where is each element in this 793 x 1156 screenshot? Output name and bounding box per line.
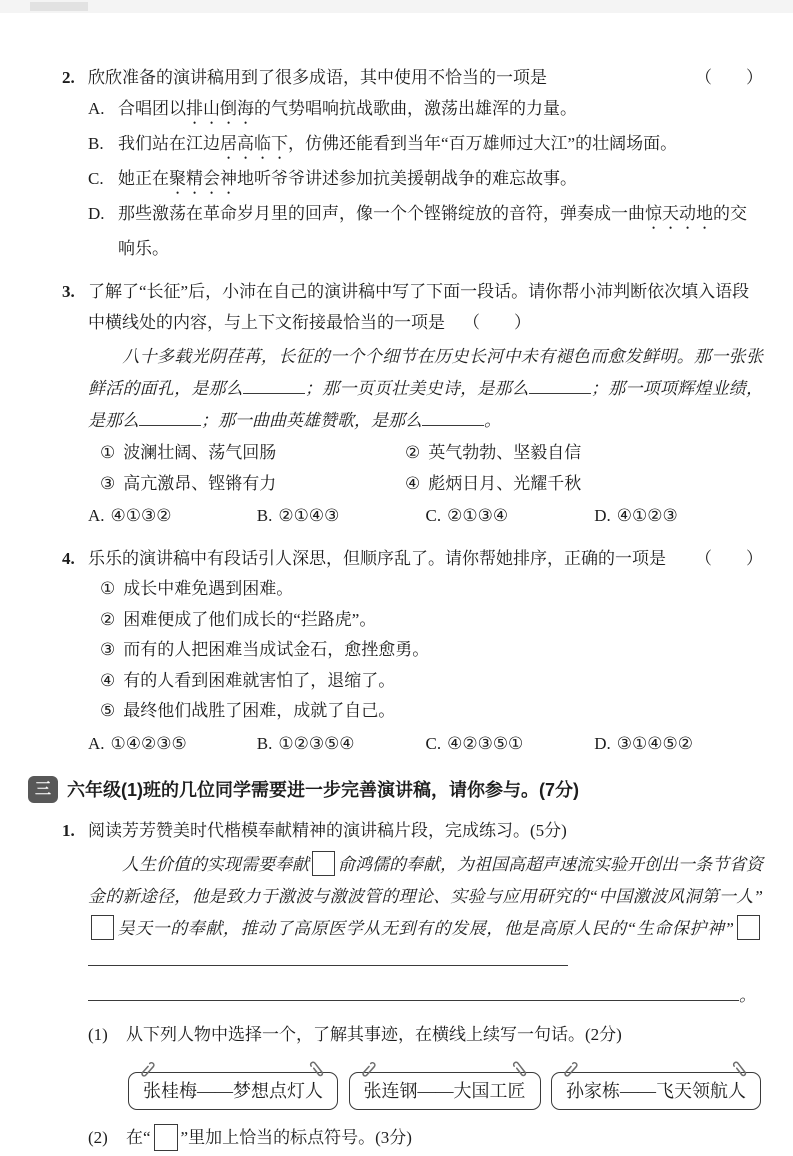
question-4-choices	[88, 728, 763, 759]
scan-smudge	[30, 2, 88, 11]
question-2	[62, 62, 763, 264]
punctuation-box	[737, 915, 760, 940]
scan-top-strip	[0, 0, 793, 13]
choice-d	[594, 728, 763, 759]
section-3-question-1	[62, 815, 763, 1156]
emphasized-idiom: 排山倒海	[186, 99, 254, 118]
fill-in-blank	[139, 409, 201, 426]
option-b	[88, 128, 763, 163]
sub-item-text-pre: 在“	[126, 1127, 151, 1147]
question-number: 4.	[62, 549, 75, 568]
sentence-text: 最终他们战胜了困难，成就了自己。	[123, 701, 396, 720]
option-text-pre: 她正在	[118, 169, 169, 188]
phrase-2	[405, 437, 763, 468]
emphasized-idiom: 居高临下	[220, 134, 288, 153]
choice-a	[88, 728, 257, 759]
question-number: 1.	[62, 820, 75, 840]
option-text-post: 的交响乐。	[118, 204, 747, 258]
passage-segment: 。	[484, 411, 501, 430]
sub-item-label: (2)	[88, 1127, 108, 1147]
continuation-line-2	[88, 979, 763, 1013]
choice-label: C.	[425, 506, 442, 525]
sentence-1	[100, 574, 763, 605]
option-text-pre: 我们站在江边	[118, 134, 220, 153]
circled-number: ①	[100, 443, 116, 462]
circled-number: ②	[404, 443, 421, 462]
question-stem: 阅读芳芳赞美时代楷模奉献精神的演讲稿片段，完成练习。(5分)	[88, 820, 567, 840]
section-number-badge: 三	[28, 776, 58, 803]
choice-label: C.	[425, 733, 442, 753]
speech-passage	[88, 849, 763, 977]
question-number: 3.	[62, 282, 75, 301]
emphasized-idiom: 惊天动地	[645, 204, 713, 223]
question-stem	[88, 276, 763, 338]
sentence-text: 成长中难免遇到困难。	[123, 579, 294, 598]
question-4-stem-row	[62, 543, 763, 574]
sentence-text: 有的人看到困难就害怕了，退缩了。	[123, 670, 396, 690]
choice-sequence: ③①④⑤②	[616, 733, 693, 753]
question-stem: 欣欣准备的演讲稿用到了很多成语，其中使用不恰当的一项是	[88, 68, 547, 87]
paperclip-icon	[558, 1059, 580, 1082]
sentence-5	[100, 696, 763, 727]
option-a	[88, 93, 763, 128]
choice-b	[257, 500, 426, 531]
quoted-passage	[88, 341, 763, 437]
choice-sequence: ④②③⑤①	[447, 733, 524, 753]
option-text-pre: 那些激荡在革命岁月里的回声，像一个个铿锵绽放的音符，弹奏成一曲	[118, 204, 645, 223]
option-text	[118, 163, 763, 198]
circled-number: ⑤	[100, 701, 116, 720]
choice-sequence: ①④②③⑤	[110, 733, 187, 753]
sentence-4	[100, 666, 763, 697]
person-tag-text: 张桂梅——梦想点灯人	[143, 1080, 323, 1101]
paperclip-icon	[135, 1059, 157, 1082]
circled-number: ③	[100, 474, 116, 493]
person-tag-text: 孙家栋——飞天领航人	[566, 1080, 746, 1101]
section-title: 六年级(1)班的几位同学需要进一步完善演讲稿，请你参与。(7分)	[67, 779, 579, 800]
paperclip-icon	[509, 1058, 531, 1081]
person-tag-text: 张连钢——大国工匠	[363, 1080, 526, 1101]
person-tag-1	[128, 1072, 338, 1110]
option-text	[118, 93, 763, 128]
choice-a	[88, 500, 257, 531]
passage-segment: 人生价值的实现需要奉献	[122, 854, 309, 874]
choice-d	[594, 500, 763, 531]
choice-c	[426, 728, 595, 759]
question-3-stem-row	[62, 276, 763, 338]
choice-c	[426, 500, 595, 531]
passage-segment: ；那一曲曲英雄赞歌，是那么	[201, 411, 422, 430]
passage-segment: 八十多载光阴荏苒，长征的一个个细节在历史长河中未有褪色而愈发鲜明。那一张张鲜活的面孔，是那么	[88, 347, 763, 398]
option-text-post: 地听爷爷讲述参加抗美援朝战争的难忘故事。	[237, 169, 577, 188]
option-text-post: ，仿佛还能看到当年“百万雄师过大江”的壮阔场面。	[288, 134, 678, 153]
choice-sequence: ④①②③	[616, 506, 678, 525]
choice-sequence: ②①④③	[278, 506, 340, 525]
sentence-list	[88, 574, 763, 727]
question-3	[62, 276, 763, 531]
continuation-blank-line	[88, 982, 739, 1001]
answer-bracket: （ ）	[695, 68, 763, 87]
circled-number: ④	[404, 474, 421, 493]
sub-item-1	[88, 1019, 763, 1050]
paperclip-icon	[356, 1059, 378, 1082]
circled-number: ①	[100, 579, 116, 598]
fill-in-blank	[243, 377, 305, 394]
question-3-body	[62, 341, 763, 531]
question-3-choices	[88, 500, 763, 531]
choice-sequence: ②①③④	[447, 506, 509, 525]
question-4	[62, 543, 763, 759]
choice-sequence: ④①③②	[110, 506, 172, 525]
phrase-3	[100, 468, 405, 499]
passage-segment: 吴天一的奉献，推动了高原医学从无到有的发展，他是高原人民的“生命保护神”	[117, 918, 734, 938]
continuation-blank-line	[88, 949, 568, 966]
stem-text: 了解了“长征”后，小沛在自己的演讲稿中写了下面一段话。请你帮小沛判断依次填入语段中横线处的内容，与上下文衔接最恰当的一项是	[88, 282, 750, 332]
phrase-text: 英气勃勃、坚毅自信	[428, 443, 582, 462]
fill-in-blank	[422, 409, 484, 426]
option-c	[88, 163, 763, 198]
sub-item-text: 从下列人物中选择一个，了解其事迹，在横线上续写一句话。(2分)	[126, 1024, 622, 1044]
speech-passage-block	[62, 849, 763, 1156]
question-stem: 乐乐的演讲稿中有段话引人深思，但顺序乱了。请你帮她排序，正确的一项是	[88, 549, 666, 568]
option-label: D.	[88, 204, 105, 223]
sub-item-text-post: ”里加上恰当的标点符号。(3分)	[180, 1127, 412, 1147]
punctuation-box	[312, 851, 335, 876]
phrase-text: 彪炳日月、光耀千秋	[428, 474, 582, 493]
choice-label: D.	[594, 733, 611, 753]
person-tag-2	[349, 1072, 541, 1110]
choice-b	[257, 728, 426, 759]
passage-segment: ；那一页页壮美史诗，是那么	[305, 379, 529, 398]
choice-label: A.	[88, 506, 105, 525]
choice-sequence: ①②③⑤④	[278, 733, 355, 753]
option-label: B.	[88, 134, 104, 153]
option-text	[118, 128, 763, 163]
circled-number: ③	[100, 640, 116, 659]
fill-in-blank	[529, 377, 591, 394]
option-text-pre: 合唱团以	[118, 99, 186, 118]
punctuation-box	[154, 1124, 178, 1151]
person-tag-3	[551, 1072, 761, 1110]
choice-label: D.	[594, 506, 611, 525]
choice-label: A.	[88, 733, 105, 753]
option-d	[88, 198, 763, 264]
choice-label: B.	[256, 506, 273, 525]
circled-number: ④	[100, 670, 116, 690]
passage-segment: ；那一项项辉煌业绩，是那么	[88, 379, 764, 430]
question-4-body	[62, 574, 763, 759]
phrase-1	[100, 437, 405, 468]
sentence-text: 困难便成了他们成长的“拦路虎”。	[123, 609, 377, 629]
circled-number: ②	[100, 609, 116, 629]
section-3-header	[28, 775, 763, 805]
question-2-stem-row	[62, 62, 763, 93]
paperclip-icon	[730, 1058, 752, 1081]
answer-bracket: （ ）	[463, 313, 531, 332]
choice-label: B.	[256, 733, 273, 753]
sub-question-1-stem	[62, 815, 763, 846]
numbered-phrases	[88, 437, 763, 499]
phrase-text: 高亢激昂、铿锵有力	[123, 474, 277, 493]
option-label: A.	[88, 99, 105, 118]
person-tags-row	[114, 1072, 763, 1110]
phrase-text: 波澜壮阔、荡气回肠	[123, 443, 277, 462]
emphasized-idiom: 聚精会神	[169, 169, 237, 188]
passage-segment: 俞鸿儒的奉献，为祖国高超声速流实验开创出一条节省资金的新途径，他是致力于激波与激波管的理论、实验与应用研究的“中国激波风洞第一人”	[88, 854, 763, 906]
sub-item-2	[88, 1120, 763, 1156]
answer-bracket: （ ）	[695, 549, 763, 568]
sub-item-label: (1)	[88, 1024, 108, 1044]
question-2-options	[62, 93, 763, 264]
question-number: 2.	[62, 68, 75, 87]
passage-period: 。	[739, 985, 756, 1005]
sentence-3	[100, 635, 763, 666]
option-text	[118, 198, 763, 264]
punctuation-box	[91, 915, 114, 940]
sentence-2	[100, 605, 763, 636]
option-label: C.	[88, 169, 104, 188]
sentence-text: 而有的人把困难当成试金石，愈挫愈勇。	[123, 640, 430, 659]
phrase-4	[405, 468, 763, 499]
paperclip-icon	[307, 1058, 329, 1081]
option-text-post: 的气势唱响抗战歌曲，激荡出雄浑的力量。	[254, 99, 577, 118]
